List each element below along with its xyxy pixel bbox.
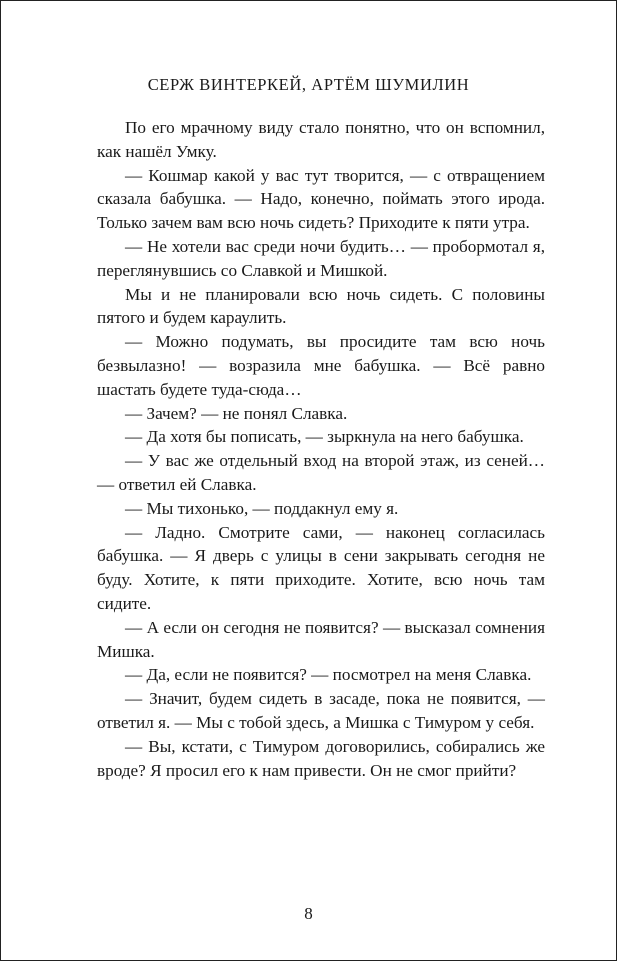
paragraph: — Не хотели вас среди ночи будить… — пробормотал я, переглянувшись со Славкой и Мишкой. (97, 236, 545, 280)
paragraph: — У вас же отдельный вход на второй этаж, из сеней… — ответил ей Славка. (97, 451, 545, 494)
paragraph: — Зачем? — не понял Славка. (125, 403, 348, 423)
paragraph: — Да хотя бы пописать, — зыркнула на него бабушка. (125, 427, 524, 447)
paragraph: — Да, если не появится? — посмотрел на меня Славка. (125, 665, 532, 685)
paragraph: Мы и не планировали всю ночь сидеть. С половины пятого и будем караулить. (97, 284, 545, 328)
page-number: 8 (304, 904, 313, 923)
paragraph: — Кошмар какой у вас тут творится, — с отвращением сказала бабушка. — Надо, конечно, поймать этого ирода. Только зачем вам всю ночь сидеть? Приходите к пяти утра. (97, 165, 545, 233)
running-header: СЕРЖ ВИНТЕРКЕЙ, АРТЁМ ШУМИЛИН (147, 75, 470, 94)
paragraph: По его мрачному виду стало понятно, что он вспомнил, как нашёл Умку. (97, 118, 545, 161)
body-text (97, 116, 545, 782)
paragraph: — Значит, будем сидеть в засаде, пока не появится, — ответил я. — Мы с тобой здесь, а Мишка с Тимуром у себя. (97, 689, 545, 732)
paragraph: — Ладно. Смотрите сами, — наконец согласилась бабушка. — Я дверь с улицы в сени закрывать сегодня не буду. Хотите, к пяти приходите. Хотите, всю ночь там сидите. (97, 522, 545, 613)
paragraph: — Мы тихонько, — поддакнул ему я. (125, 498, 399, 518)
paragraph: — А если он сегодня не появится? — высказал сомнения Мишка. (97, 617, 545, 661)
paragraph: — Можно подумать, вы просидите там всю ночь безвылазно! — возразила мне бабушка. — Всё равно шастать будете туда-сюда… (97, 332, 545, 399)
paragraph: — Вы, кстати, с Тимуром договорились, собирались же вроде? Я просил его к нам привести. Он не смог прийти? (97, 736, 545, 780)
